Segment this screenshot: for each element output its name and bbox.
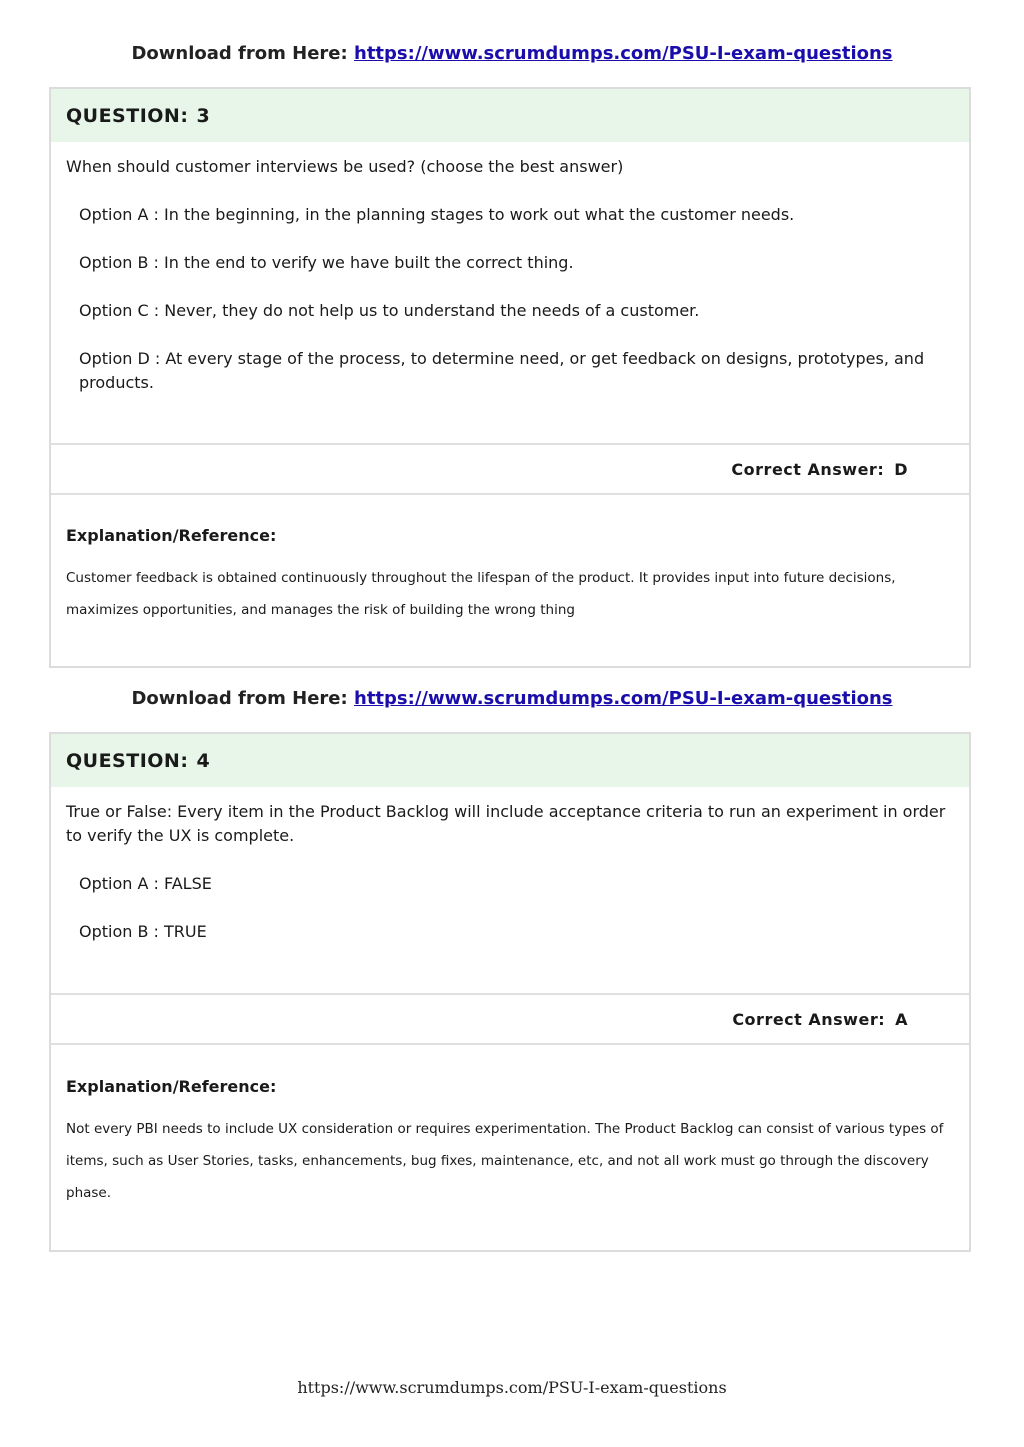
question-label: QUESTION: [66,749,189,772]
answer-option: Option C : Never, they do not help us to understand the needs of a customer. [79,301,700,320]
answer-option: Option B : TRUE [79,922,207,941]
download-prefix: Download from Here: [131,688,348,709]
question-card [49,732,971,1252]
question-text: True or False: Every item in the Product Backlog will include acceptance criteria to run an experiment in order to verify the UX is complete. [66,802,946,845]
answer-option: Option A : FALSE [79,874,212,893]
question-label: QUESTION: [66,104,189,127]
explanation-text: Not every PBI needs to include UX consideration or requires experimentation. The Product Backlog can consist of various types of items, such as User Stories, tasks, enhancements, bug fixes, maintenance, etc, and not all work must go through the discovery phase. [66,1121,944,1201]
download-banner [0,43,1024,64]
question-header [51,734,969,787]
explanation-title: Explanation/Reference: [66,1077,277,1096]
correct-answer-value: A [895,1009,908,1029]
answer-option: Option A : In the beginning, in the planning stages to work out what the customer needs. [79,205,795,224]
answer-option: Option B : In the end to verify we have built the correct thing. [79,253,574,272]
explanation-text: Customer feedback is obtained continuously throughout the lifespan of the product. It provides input into future decisions, maximizes opportunities, and manages the risk of building the wrong thing [66,570,896,618]
correct-answer [51,445,969,493]
answer-option: Option D : At every stage of the process, to determine need, or get feedback on designs, prototypes, and products. [79,349,925,392]
explanation-section [51,1045,969,1209]
download-banner [0,688,1024,709]
download-link[interactable]: https://www.scrumdumps.com/PSU-I-exam-questions [354,688,893,709]
correct-answer [51,995,969,1043]
question-card [49,87,971,668]
question-body [51,787,969,993]
download-link[interactable]: https://www.scrumdumps.com/PSU-I-exam-questions [354,43,893,64]
explanation-title: Explanation/Reference: [66,526,277,545]
footer-url: https://www.scrumdumps.com/PSU-I-exam-questions [297,1378,727,1397]
correct-answer-value: D [894,459,908,479]
question-text: When should customer interviews be used? (choose the best answer) [66,157,624,176]
download-prefix: Download from Here: [131,43,348,64]
question-number: 4 [196,749,211,772]
question-number: 3 [196,104,211,127]
question-body [51,142,969,443]
correct-answer-label: Correct Answer: [732,1009,886,1029]
explanation-section [51,495,969,626]
question-header [51,89,969,142]
correct-answer-label: Correct Answer: [731,459,885,479]
